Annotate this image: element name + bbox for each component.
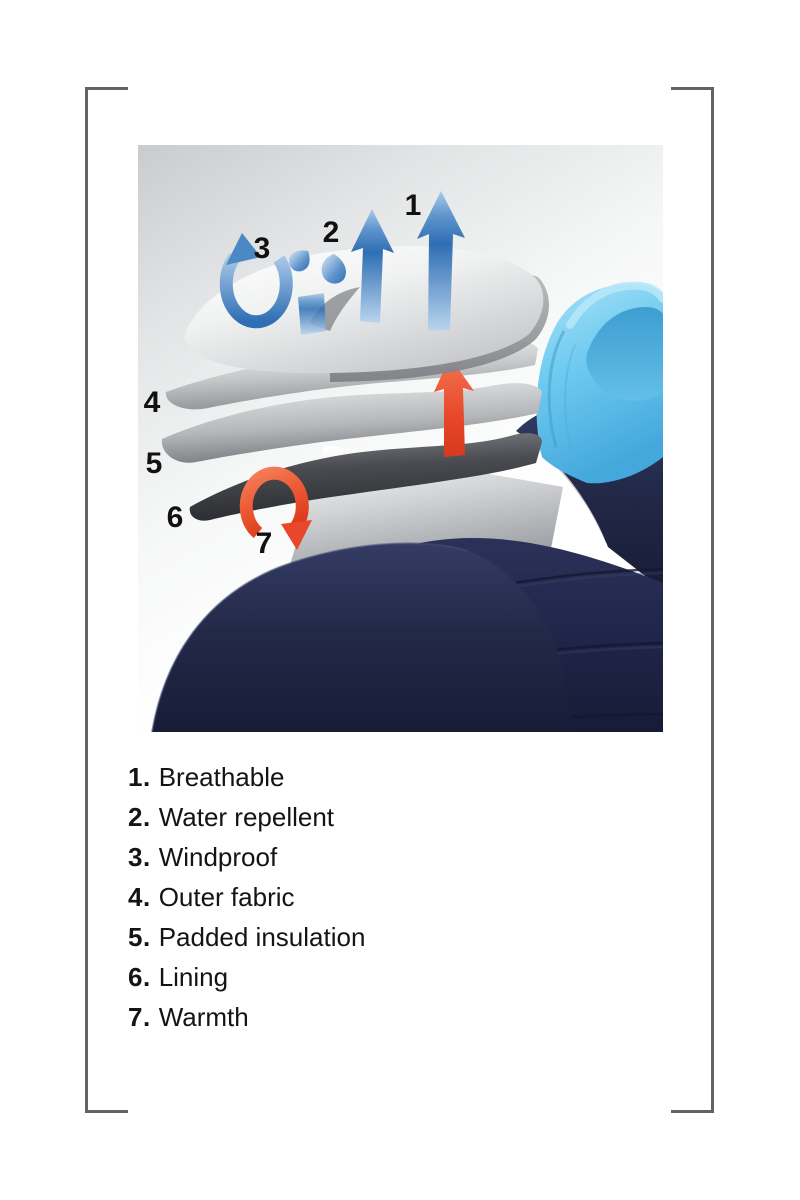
legend-item-lining xyxy=(128,957,365,997)
legend xyxy=(128,757,365,1037)
legend-label: Lining xyxy=(158,962,229,992)
breathable-arrow-stub-icon xyxy=(298,293,326,335)
legend-number: 2. xyxy=(128,802,151,832)
frame-tick-top-left xyxy=(85,87,128,90)
jacket-layers-illustration xyxy=(138,145,663,732)
legend-item-windproof xyxy=(128,837,365,877)
callout-number-1: 1 xyxy=(404,189,422,222)
frame-tick-bottom-left xyxy=(85,1110,128,1113)
callout-number-3: 3 xyxy=(253,232,271,265)
legend-label: Padded insulation xyxy=(158,922,366,952)
callout-number-7: 7 xyxy=(255,527,273,560)
legend-item-outer-fabric xyxy=(128,877,365,917)
legend-label: Outer fabric xyxy=(158,882,295,912)
callout-number-6: 6 xyxy=(166,501,184,534)
frame-tick-top-right xyxy=(671,87,714,90)
frame-right-line xyxy=(711,87,714,1113)
legend-item-water-repellent xyxy=(128,797,365,837)
legend-number: 7. xyxy=(128,1002,151,1032)
legend-number: 6. xyxy=(128,962,151,992)
frame-tick-bottom-right xyxy=(671,1110,714,1113)
legend-number: 4. xyxy=(128,882,151,912)
legend-label: Water repellent xyxy=(158,802,335,832)
legend-label: Warmth xyxy=(158,1002,249,1032)
legend-number: 5. xyxy=(128,922,151,952)
legend-label: Breathable xyxy=(158,762,285,792)
legend-item-padded-insulation xyxy=(128,917,365,957)
legend-item-breathable xyxy=(128,757,365,797)
legend-number: 3. xyxy=(128,842,151,872)
legend-number: 1. xyxy=(128,762,151,792)
callout-number-2: 2 xyxy=(322,216,340,249)
callout-number-4: 4 xyxy=(143,386,161,419)
callout-number-5: 5 xyxy=(145,447,163,480)
frame-left-line xyxy=(85,87,88,1113)
illustration-svg xyxy=(138,145,663,732)
legend-label: Windproof xyxy=(158,842,278,872)
legend-item-warmth xyxy=(128,997,365,1037)
